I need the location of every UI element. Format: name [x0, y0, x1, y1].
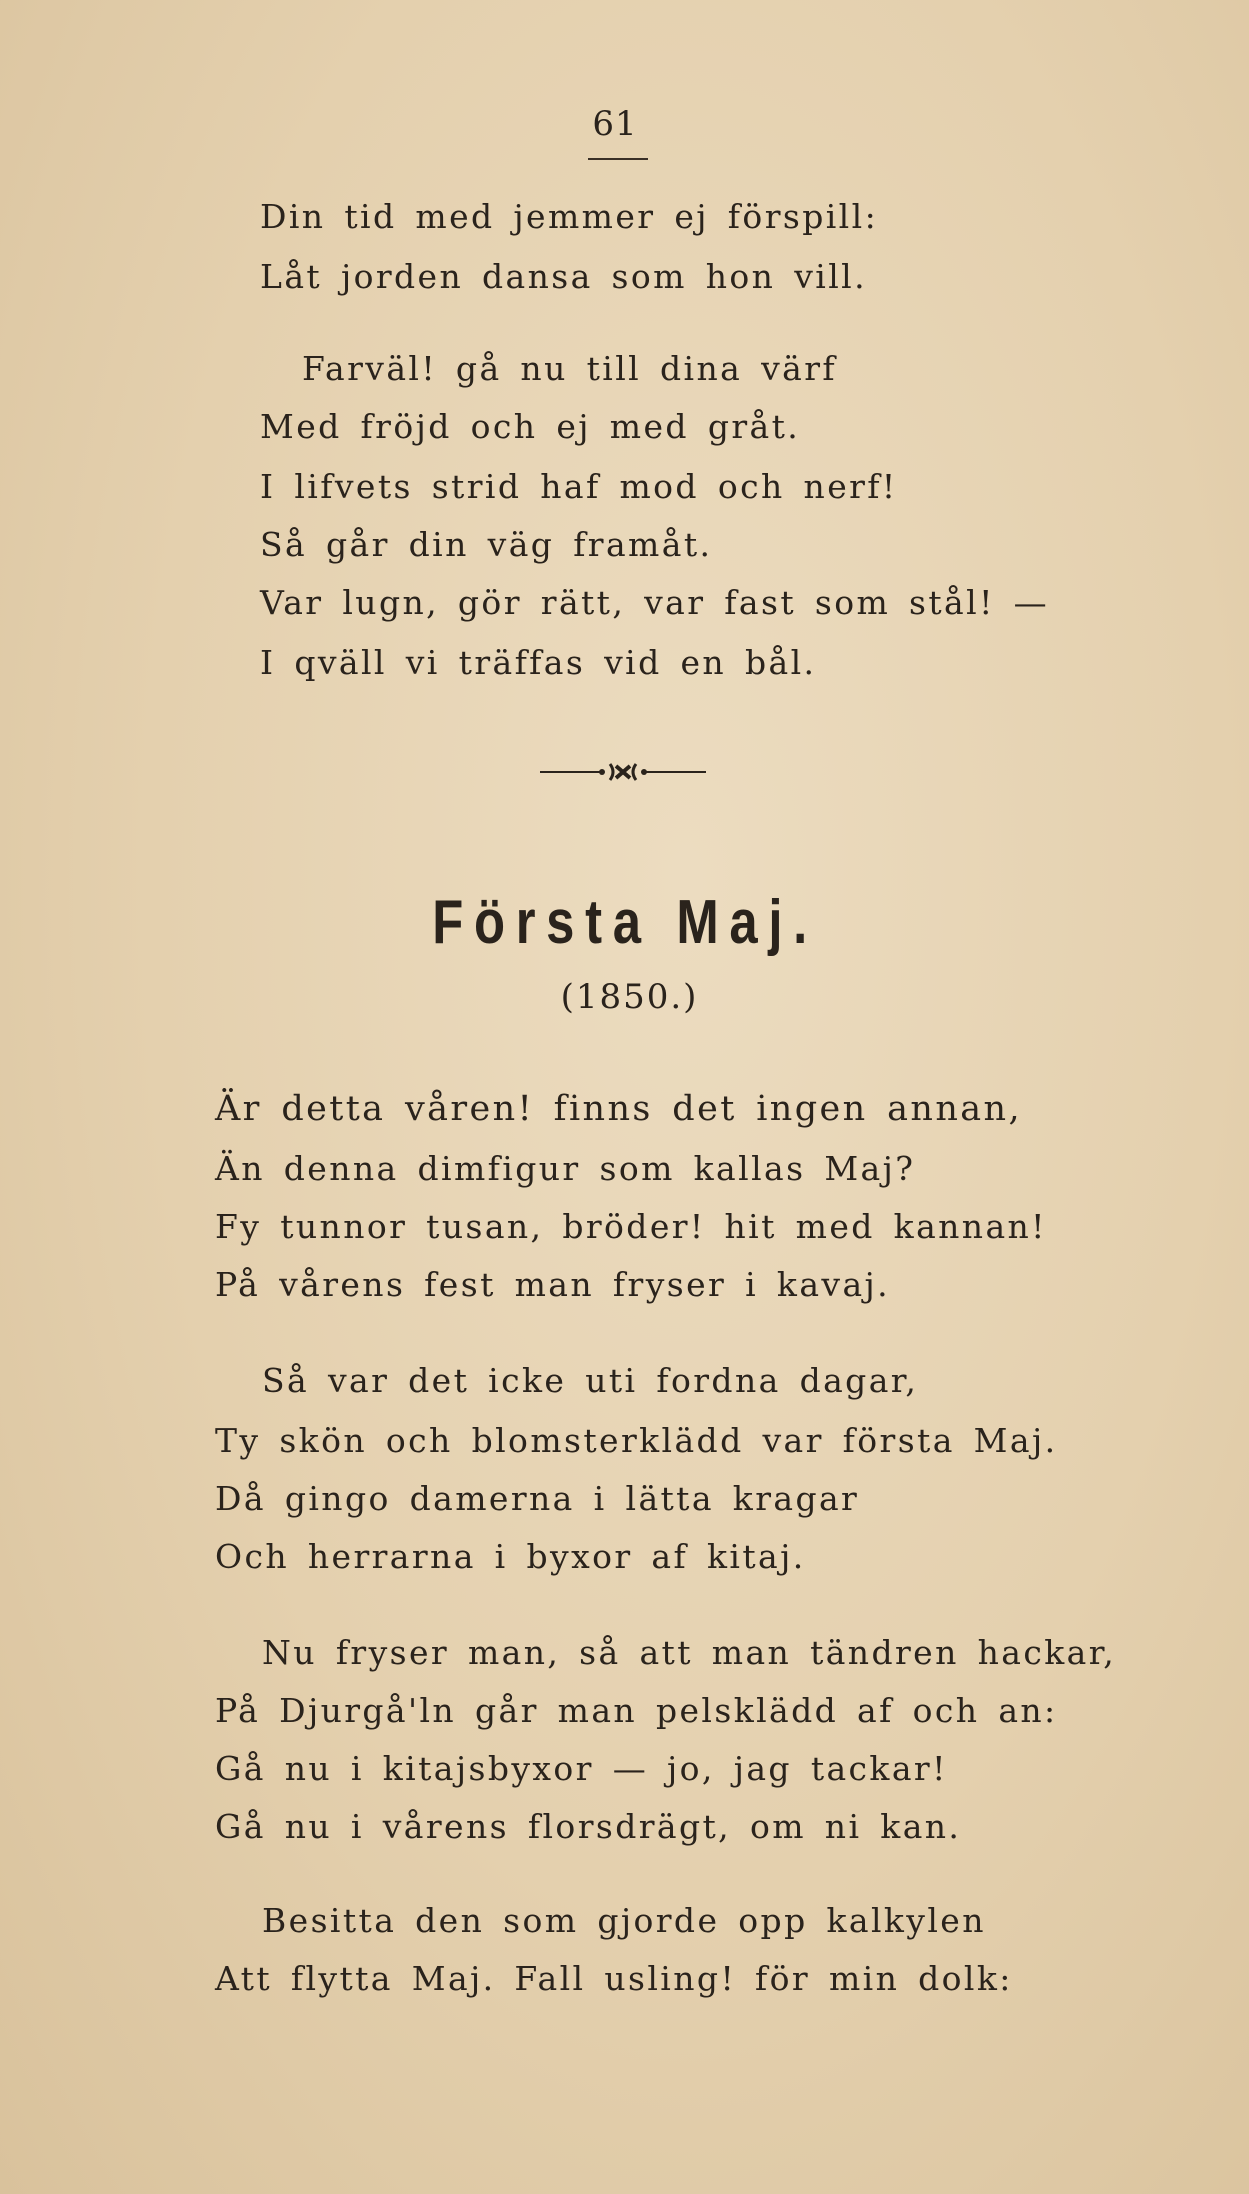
- page-number-rule: [588, 158, 648, 160]
- verse-line: Så går din väg framåt.: [260, 525, 713, 564]
- verse-line: I qväll vi träffas vid en bål.: [260, 643, 817, 682]
- ornament-divider: [538, 752, 708, 792]
- verse-line: Så var det icke uti fordna dagar,: [262, 1361, 919, 1400]
- verse-line: Då gingo damerna i lätta kragar: [215, 1479, 860, 1518]
- verse-line: Farväl! gå nu till dina värf: [302, 349, 838, 388]
- verse-line: Än denna dimfigur som kallas Maj?: [215, 1149, 916, 1188]
- verse-line: I lifvets strid haf mod och nerf!: [260, 467, 898, 506]
- page-number: 61: [592, 104, 638, 144]
- verse-line: Din tid med jemmer ej förspill:: [260, 197, 879, 236]
- verse-line: På Djurgå'ln går man pelsklädd af och an:: [215, 1691, 1058, 1730]
- verse-line: Och herrarna i byxor af kitaj.: [215, 1537, 806, 1576]
- poem-title: Första Maj.: [432, 888, 818, 957]
- verse-line: Gå nu i vårens florsdrägt, om ni kan.: [215, 1807, 962, 1846]
- verse-line: Gå nu i kitajsbyxor — jo, jag tackar!: [215, 1749, 948, 1788]
- verse-line: Låt jorden dansa som hon vill.: [260, 257, 868, 296]
- poem-year: (1850.): [560, 977, 699, 1017]
- verse-line: Nu fryser man, så att man tändren hackar,: [262, 1633, 1117, 1672]
- verse-line: Med fröjd och ej med gråt.: [260, 407, 801, 446]
- verse-line: Fy tunnor tusan, bröder! hit med kannan!: [215, 1207, 1047, 1246]
- verse-line: Ty skön och blomsterklädd var första Maj.: [215, 1421, 1058, 1460]
- verse-line: På vårens fest man fryser i kavaj.: [215, 1265, 891, 1304]
- verse-line: Besitta den som gjorde opp kalkylen: [262, 1901, 986, 1940]
- verse-line: Är detta våren! finns det ingen annan,: [215, 1089, 1023, 1129]
- verse-line: Att flytta Maj. Fall usling! för min dolk:: [215, 1959, 1013, 1998]
- verse-line: Var lugn, gör rätt, var fast som stål! —: [260, 583, 1050, 622]
